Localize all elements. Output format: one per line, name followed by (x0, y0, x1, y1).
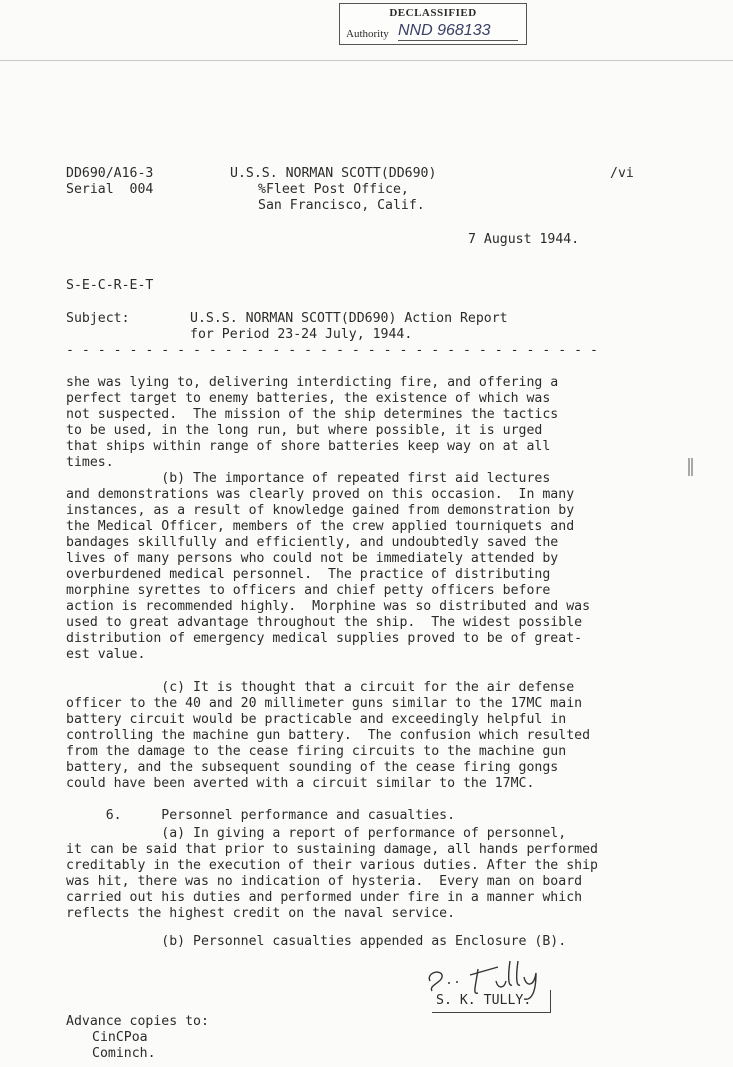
stamp-authority-value: NND 968133 (398, 22, 518, 41)
address-line-2: San Francisco, Calif. (258, 198, 425, 213)
ship-name: U.S.S. NORMAN SCOTT(DD690) (230, 166, 437, 181)
text-line: not suspected. The mission of the ship determines the tactics (66, 407, 559, 422)
text-line: times. (66, 455, 114, 470)
text-line: creditably in the execution of their various duties. After the ship (66, 858, 598, 873)
recipient: Cominch. (92, 1046, 156, 1061)
text-line: was hit, there was no indication of hysteria. Every man on board (66, 874, 583, 889)
subject-rule: - - - - - - - - - - - - - - - - - - - - - - - - - - - - - - - - - - (66, 343, 598, 358)
stamp-title: DECLASSIFIED (389, 7, 477, 19)
stamp-authority-label: Authority (346, 28, 389, 40)
text-line: and demonstrations was clearly proved on this occasion. In many (66, 487, 575, 502)
margin-mark-icon (688, 458, 694, 476)
text-line: reflects the highest credit on the naval service. (66, 906, 456, 921)
text-line: to be used, in the long run, but where possible, it is urged (66, 423, 543, 438)
text-line: est value. (66, 647, 146, 662)
serial-number: 004 (129, 182, 154, 197)
text-line: (a) In giving a report of performance of personnel, (66, 826, 567, 841)
file-code: DD690/A16-3 (66, 166, 154, 181)
subject-label: Subject: (66, 311, 130, 326)
text-line: it can be said that prior to sustaining damage, all hands performed (66, 842, 598, 857)
subject-line-2: for Period 23-24 July, 1944. (190, 327, 413, 342)
text-line: carried out his duties and performed under fire in a manner which (66, 890, 583, 905)
paragraph-6b: (b) Personnel casualties appended as Enclosure (B). (66, 934, 567, 949)
text-line: distribution of emergency medical supplies proved to be of great- (66, 631, 583, 646)
text-line: she was lying to, delivering interdicting fire, and offering a (66, 375, 559, 390)
text-line: battery, and the subsequent sounding of the cease firing gongs (66, 760, 559, 775)
text-line: could have been averted with a circuit similar to the 17MC. (66, 776, 535, 791)
recipient: CinCPoa (92, 1030, 148, 1045)
text-line: bandages skillfully and efficiently, and undoubtedly saved the (66, 535, 559, 550)
serial-label: Serial (66, 182, 114, 197)
text-line: overburdened medical personnel. The practice of distributing (66, 567, 551, 582)
text-line: action is recommended highly. Morphine was so distributed and was (66, 599, 591, 614)
paragraph-continuation (66, 375, 706, 471)
text-line: used to great advantage throughout the ship. The widest possible (66, 615, 583, 630)
text-line: (b) The importance of repeated first aid lectures (66, 471, 551, 486)
text-line: that ships within range of shore batteries keep way on at all (66, 439, 551, 454)
letter-date: 7 August 1944. (468, 232, 580, 247)
text-line: lives of many persons who could not be immediately attended by (66, 551, 559, 566)
text-line: officer to the 40 and 20 millimeter guns similar to the 17MC main (66, 696, 583, 711)
typed-signature: S. K. TULLY. (436, 993, 532, 1008)
text-line: battery circuit would be practicable and exceedingly helpful in (66, 712, 567, 727)
section-6-heading: 6. Personnel performance and casualties. (66, 808, 456, 823)
classification-marking: S-E-C-R-E-T (66, 278, 154, 293)
paragraph-b (66, 471, 706, 663)
text-line: controlling the machine gun battery. The confusion which resulted (66, 728, 591, 743)
text-line: instances, as a result of knowledge gained from demonstration by (66, 503, 575, 518)
distribution-heading: Advance copies to: (66, 1014, 209, 1029)
typist-initials: /vi (610, 166, 634, 181)
scan-edge-line (0, 60, 733, 61)
text-line: the Medical Officer, members of the crew applied tourniquets and (66, 519, 575, 534)
paragraph-c (66, 680, 706, 792)
text-line: (c) It is thought that a circuit for the air defense (66, 680, 575, 695)
address-line-1: %Fleet Post Office, (258, 182, 409, 197)
text-line: from the damage to the cease firing circuits to the machine gun (66, 744, 567, 759)
declassified-stamp (339, 3, 527, 45)
subject-line-1: U.S.S. NORMAN SCOTT(DD690) Action Report (190, 311, 508, 326)
serial-line (66, 182, 153, 198)
paragraph-6a (66, 826, 706, 922)
text-line: morphine syrettes to officers and chief petty officers before (66, 583, 551, 598)
text-line: perfect target to enemy batteries, the existence of which was (66, 391, 551, 406)
